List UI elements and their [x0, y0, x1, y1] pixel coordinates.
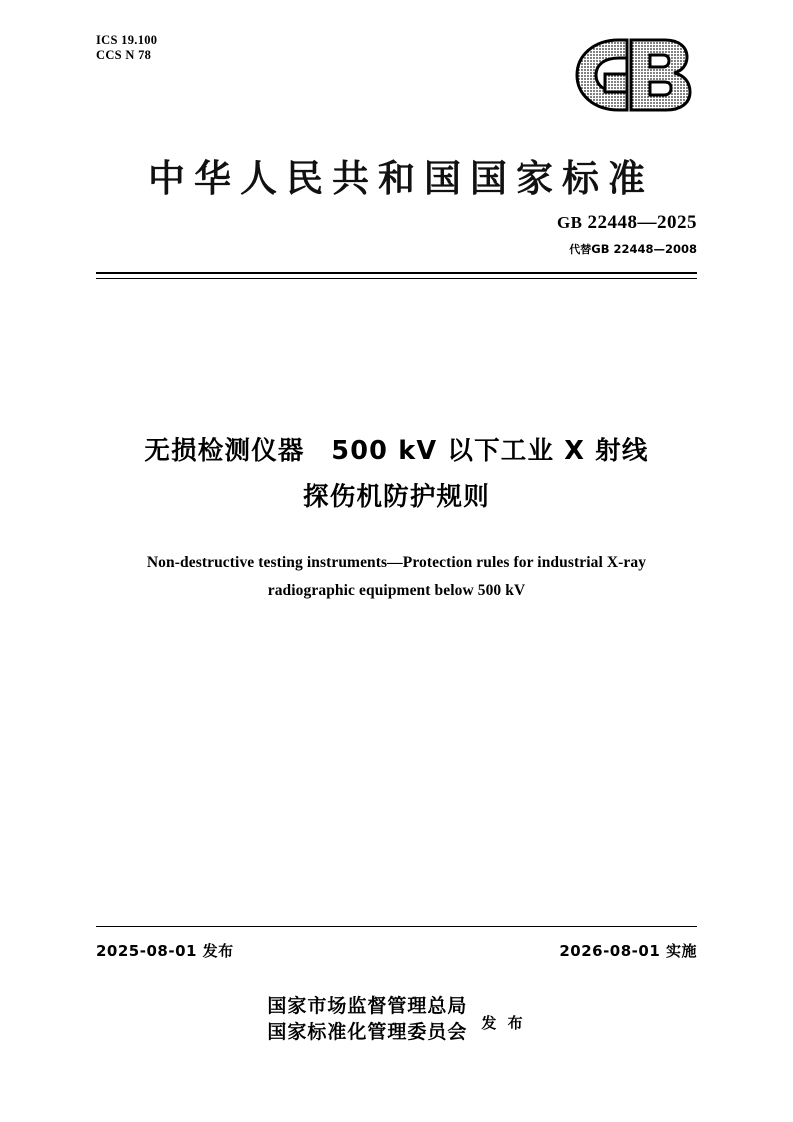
footer-rule: [96, 926, 697, 927]
standard-number-block: [557, 212, 697, 257]
implement-date: 2026-08-01 实施: [559, 942, 697, 960]
document-title-en-line1: Non-destructive testing instruments—Protection rules for industrial X-ray: [146, 554, 647, 571]
standard-number-prefix: GB: [556, 213, 583, 232]
replaces-standard: GB 22448—2008: [591, 242, 697, 256]
document-title-cn-line1: 无损检测仪器 500 kV 以下工业 X 射线: [144, 436, 649, 466]
issuing-bodies: [0, 993, 793, 1045]
replaces-label: 代替: [569, 243, 592, 256]
document-title-en-line2: radiographic equipment below 500 kV: [267, 582, 526, 599]
classification-codes: [96, 33, 157, 63]
document-title-cn-line2: 探伤机防护规则: [303, 482, 490, 512]
document-title-en: [86, 549, 707, 605]
ccs-code: CCS N 78: [96, 48, 152, 62]
standard-number: [557, 212, 697, 234]
document-title-cn: [70, 428, 723, 520]
issuer-publish-label: 发 布: [481, 1013, 526, 1032]
header-rule-thick: [96, 272, 697, 274]
gb-logo-icon: [557, 30, 707, 120]
header-rule-thin: [96, 278, 697, 279]
ics-code: ICS 19.100: [96, 33, 158, 47]
issuer-line-1: 国家市场监督管理总局: [267, 995, 468, 1017]
issuer-line-2: 国家标准化管理委员会: [267, 1021, 468, 1043]
national-standard-title: 中华人民共和国国家标准: [148, 157, 654, 200]
issue-date: 2025-08-01 发布: [96, 942, 234, 960]
standard-number-value: 22448—2025: [587, 212, 697, 233]
replaces-line: [557, 241, 697, 257]
